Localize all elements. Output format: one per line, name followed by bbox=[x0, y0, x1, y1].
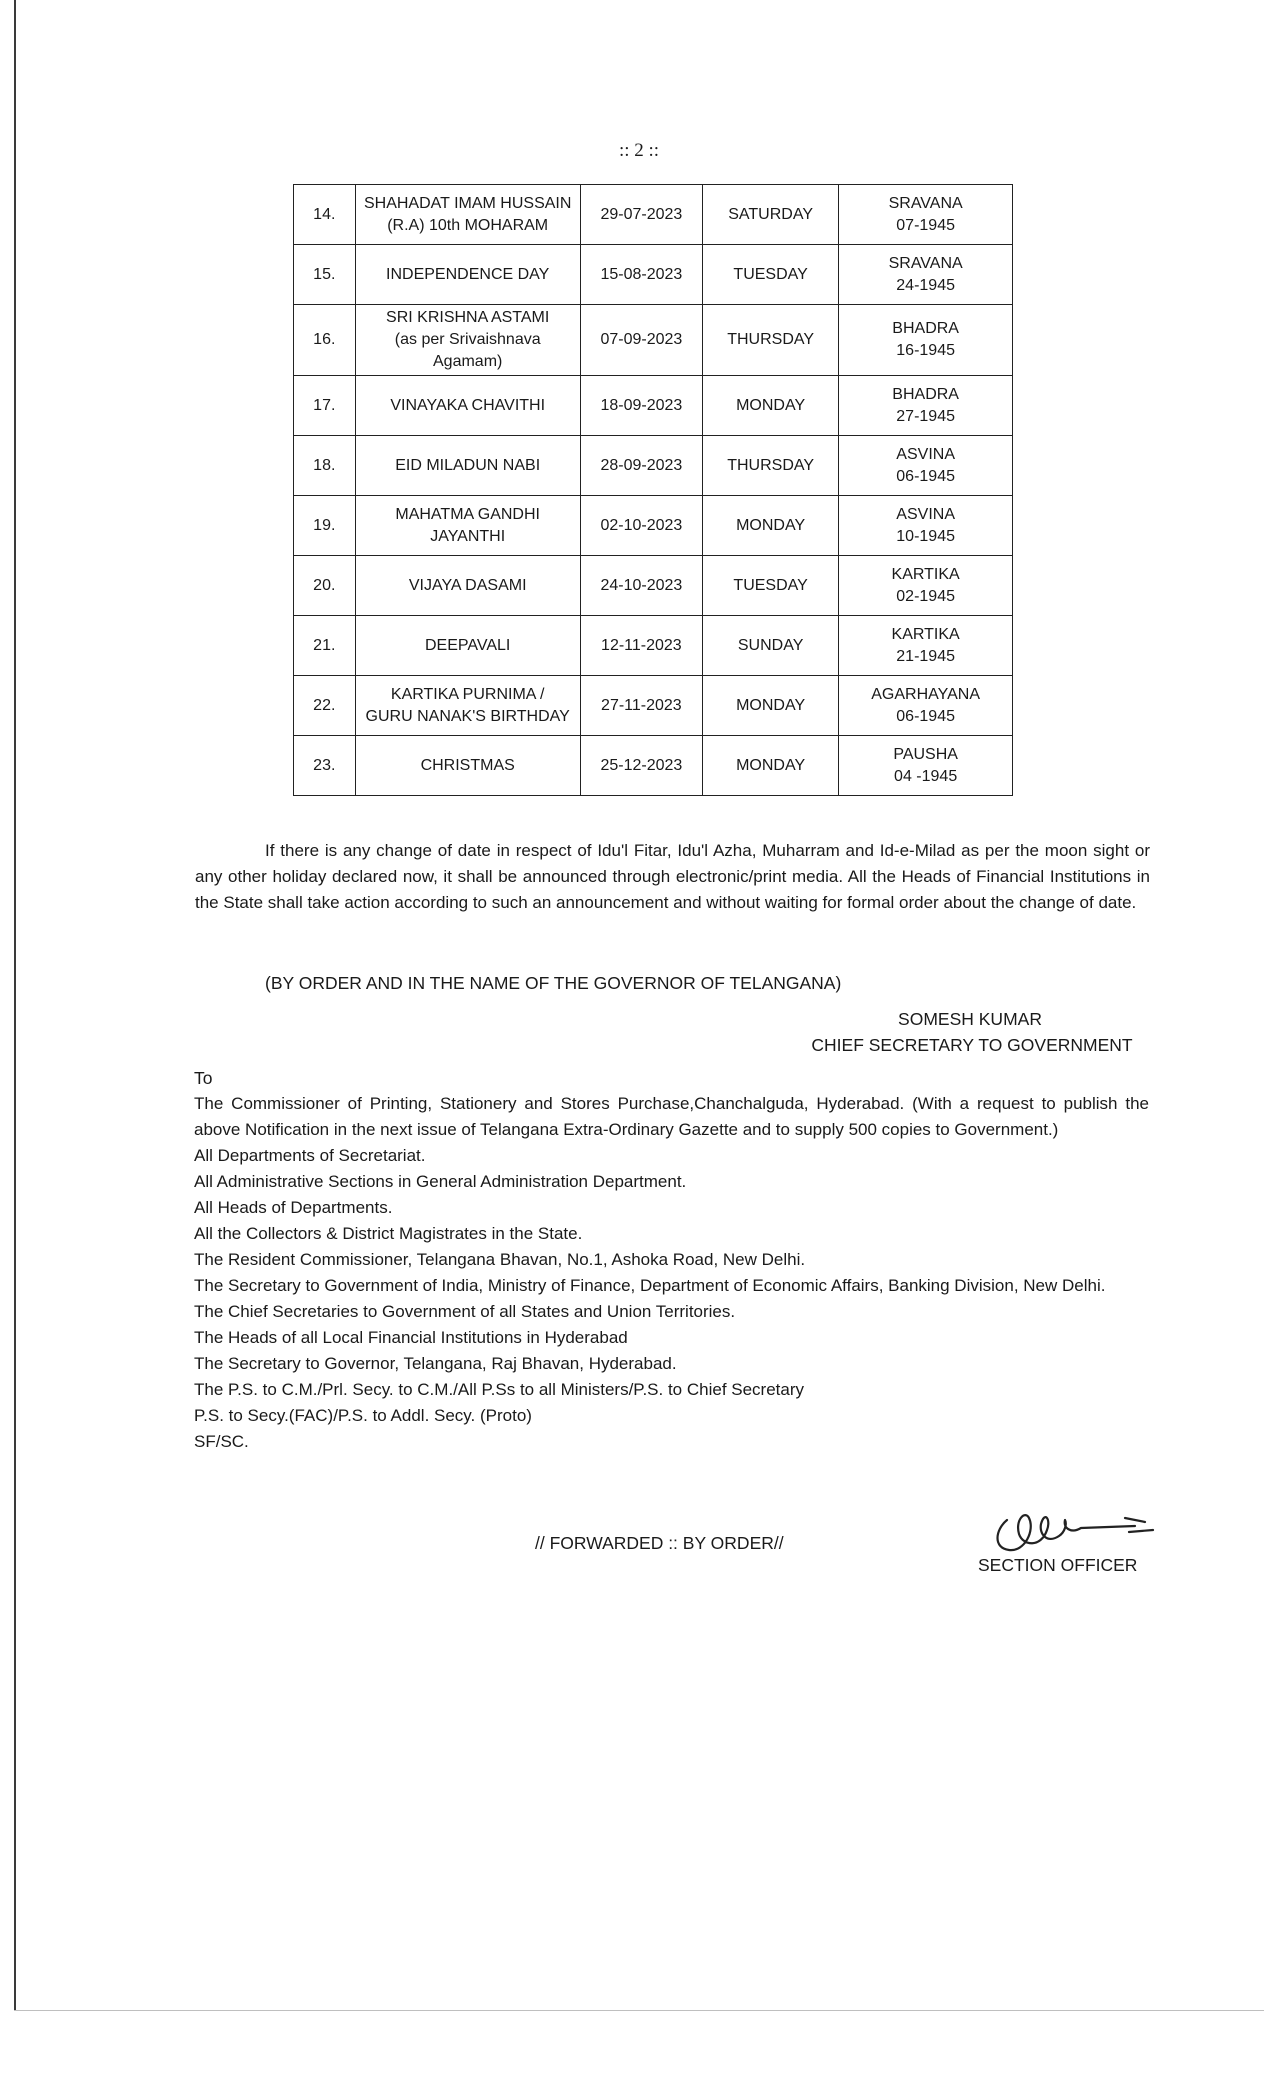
saka-date-line: 06-1945 bbox=[896, 707, 955, 725]
holiday-day-cell: TUESDAY bbox=[702, 245, 838, 305]
holiday-date-cell: 28-09-2023 bbox=[580, 436, 702, 496]
notice-paragraph bbox=[195, 838, 1150, 916]
serial-number-cell: 17. bbox=[294, 376, 356, 436]
distribution-item: All Administrative Sections in General Administration Department. bbox=[194, 1172, 687, 1191]
saka-date-cell bbox=[839, 245, 1013, 305]
table-row bbox=[294, 736, 1013, 796]
holiday-day-cell: SUNDAY bbox=[702, 616, 838, 676]
distribution-item: The Secretary to Government of India, Ministry of Finance, Department of Economic Affairs, Banking Division, New Delhi. bbox=[194, 1276, 1106, 1295]
saka-date-cell bbox=[839, 436, 1013, 496]
table-row bbox=[294, 676, 1013, 736]
serial-number-cell: 20. bbox=[294, 556, 356, 616]
table-row bbox=[294, 305, 1013, 376]
holiday-day-cell: MONDAY bbox=[702, 496, 838, 556]
signatory-name: SOMESH KUMAR bbox=[898, 1009, 1042, 1029]
table-row bbox=[294, 185, 1013, 245]
saka-date-cell bbox=[839, 185, 1013, 245]
table-row bbox=[294, 496, 1013, 556]
serial-number-cell: 18. bbox=[294, 436, 356, 496]
saka-date-line: ASVINA bbox=[896, 445, 955, 463]
holiday-name-line: CHRISTMAS bbox=[420, 756, 515, 774]
serial-number-cell: 16. bbox=[294, 305, 356, 376]
distribution-item: All Departments of Secretariat. bbox=[194, 1146, 426, 1165]
saka-date-line: KARTIKA bbox=[891, 565, 960, 583]
holiday-day-cell: THURSDAY bbox=[702, 436, 838, 496]
holiday-day-cell: SATURDAY bbox=[702, 185, 838, 245]
saka-date-line: SRAVANA bbox=[888, 194, 963, 212]
holiday-name-cell bbox=[355, 556, 580, 616]
saka-date-line: 10-1945 bbox=[896, 527, 955, 545]
holiday-name-cell bbox=[355, 436, 580, 496]
holiday-day-cell: MONDAY bbox=[702, 676, 838, 736]
saka-date-cell bbox=[839, 556, 1013, 616]
holiday-date-cell: 24-10-2023 bbox=[580, 556, 702, 616]
holiday-name-line: SRI KRISHNA ASTAMI bbox=[386, 309, 550, 326]
table-row bbox=[294, 616, 1013, 676]
saka-date-cell bbox=[839, 305, 1013, 376]
distribution-item: P.S. to Secy.(FAC)/P.S. to Addl. Secy. (Proto) bbox=[194, 1406, 532, 1425]
holiday-date-cell: 29-07-2023 bbox=[580, 185, 702, 245]
holiday-day-cell: TUESDAY bbox=[702, 556, 838, 616]
holiday-day-cell: THURSDAY bbox=[702, 305, 838, 376]
scan-left-edge bbox=[14, 0, 16, 2010]
serial-number-cell: 14. bbox=[294, 185, 356, 245]
holiday-name-cell bbox=[355, 185, 580, 245]
saka-date-line: 24-1945 bbox=[896, 276, 955, 294]
saka-date-cell bbox=[839, 736, 1013, 796]
serial-number-cell: 15. bbox=[294, 245, 356, 305]
serial-number-cell: 22. bbox=[294, 676, 356, 736]
saka-date-line: 04 -1945 bbox=[894, 767, 958, 785]
handwritten-signature bbox=[985, 1490, 1165, 1560]
saka-date-line: ASVINA bbox=[896, 505, 955, 523]
holiday-name-line: EID MILADUN NABI bbox=[395, 456, 541, 474]
signatory-designation: CHIEF SECRETARY TO GOVERNMENT bbox=[811, 1035, 1133, 1055]
distribution-item: All the Collectors & District Magistrates in the State. bbox=[194, 1224, 583, 1243]
holiday-name-line: VINAYAKA CHAVITHI bbox=[390, 396, 546, 414]
holiday-name-line: INDEPENDENCE DAY bbox=[386, 265, 550, 283]
holiday-name-line: DEEPAVALI bbox=[425, 636, 511, 654]
holiday-name-line: GURU NANAK'S BIRTHDAY bbox=[365, 707, 570, 725]
notice-paragraph-text: If there is any change of date in respect of Idu'l Fitar, Idu'l Azha, Muharram and Id-e-Milad as per the moon sight or any other holiday declared now, it shall be announced through electronic/print media. All the Heads of Financial Institutions in the State shall take action according to such an announcement and without waiting for formal order about the change of date. bbox=[195, 841, 1150, 912]
scan-bottom-edge bbox=[14, 2010, 1264, 2011]
saka-date-line: BHADRA bbox=[892, 320, 959, 337]
holiday-name-cell bbox=[355, 305, 580, 376]
saka-date-line: 21-1945 bbox=[896, 647, 955, 665]
table-row bbox=[294, 436, 1013, 496]
section-officer-label: SECTION OFFICER bbox=[978, 1555, 1138, 1575]
serial-number-cell: 23. bbox=[294, 736, 356, 796]
holiday-date-cell: 27-11-2023 bbox=[580, 676, 702, 736]
distribution-item: The Commissioner of Printing, Stationery and Stores Purchase,Chanchalguda, Hyderabad. (With a request to publish the above Notification in the next issue of Telangana Extra-Ordinary Gazette and to supply 500 copies to Government.) bbox=[194, 1094, 1149, 1139]
holiday-name-line: (as per Srivaishnava Agamam) bbox=[394, 331, 541, 370]
saka-date-cell bbox=[839, 376, 1013, 436]
to-label: To bbox=[194, 1068, 213, 1088]
holiday-day-cell: MONDAY bbox=[702, 376, 838, 436]
saka-date-line: PAUSHA bbox=[893, 745, 958, 763]
holiday-table-body bbox=[294, 185, 1013, 796]
holiday-name-line: (R.A) 10th MOHARAM bbox=[387, 216, 549, 234]
holiday-date-cell: 12-11-2023 bbox=[580, 616, 702, 676]
page-number: :: 2 :: bbox=[618, 140, 660, 161]
serial-number-cell: 19. bbox=[294, 496, 356, 556]
distribution-item: The Chief Secretaries to Government of all States and Union Territories. bbox=[194, 1302, 736, 1321]
holiday-date-cell: 07-09-2023 bbox=[580, 305, 702, 376]
distribution-item: The Resident Commissioner, Telangana Bhavan, No.1, Ashoka Road, New Delhi. bbox=[194, 1250, 806, 1269]
holiday-date-cell: 25-12-2023 bbox=[580, 736, 702, 796]
saka-date-cell bbox=[839, 616, 1013, 676]
governor-order-line: (BY ORDER AND IN THE NAME OF THE GOVERNOR OF TELANGANA) bbox=[265, 973, 842, 993]
table-row bbox=[294, 376, 1013, 436]
holiday-name-cell bbox=[355, 496, 580, 556]
holiday-name-cell bbox=[355, 245, 580, 305]
distribution-item: SF/SC. bbox=[194, 1432, 249, 1451]
saka-date-line: 02-1945 bbox=[896, 587, 955, 605]
saka-date-line: AGARHAYANA bbox=[871, 685, 981, 703]
holiday-name-line: MAHATMA GANDHI JAYANTHI bbox=[395, 505, 540, 545]
distribution-item: The P.S. to C.M./Prl. Secy. to C.M./All P.Ss to all Ministers/P.S. to Chief Secretary bbox=[194, 1380, 805, 1399]
distribution-list bbox=[194, 1091, 1149, 1455]
holiday-name-line: SHAHADAT IMAM HUSSAIN bbox=[363, 194, 572, 212]
holiday-name-cell bbox=[355, 376, 580, 436]
saka-date-cell bbox=[839, 676, 1013, 736]
holiday-name-cell bbox=[355, 736, 580, 796]
saka-date-line: BHADRA bbox=[892, 385, 959, 403]
saka-date-line: 16-1945 bbox=[896, 342, 955, 359]
saka-date-line: 06-1945 bbox=[896, 467, 955, 485]
saka-date-line: 07-1945 bbox=[896, 216, 955, 234]
holiday-name-cell bbox=[355, 616, 580, 676]
saka-date-line: KARTIKA bbox=[891, 625, 960, 643]
saka-date-cell bbox=[839, 496, 1013, 556]
saka-date-line: 27-1945 bbox=[896, 407, 955, 425]
distribution-item: The Heads of all Local Financial Institutions in Hyderabad bbox=[194, 1328, 628, 1347]
distribution-item: All Heads of Departments. bbox=[194, 1198, 393, 1217]
holiday-table bbox=[293, 184, 1013, 796]
holiday-name-line: KARTIKA PURNIMA / bbox=[390, 685, 545, 703]
holiday-date-cell: 15-08-2023 bbox=[580, 245, 702, 305]
holiday-date-cell: 18-09-2023 bbox=[580, 376, 702, 436]
holiday-date-cell: 02-10-2023 bbox=[580, 496, 702, 556]
forwarded-by-order: // FORWARDED :: BY ORDER// bbox=[535, 1533, 784, 1553]
table-row bbox=[294, 245, 1013, 305]
holiday-day-cell: MONDAY bbox=[702, 736, 838, 796]
saka-date-line: SRAVANA bbox=[888, 254, 963, 272]
serial-number-cell: 21. bbox=[294, 616, 356, 676]
holiday-name-line: VIJAYA DASAMI bbox=[408, 576, 527, 594]
table-row bbox=[294, 556, 1013, 616]
distribution-item: The Secretary to Governor, Telangana, Raj Bhavan, Hyderabad. bbox=[194, 1354, 677, 1373]
holiday-name-cell bbox=[355, 676, 580, 736]
